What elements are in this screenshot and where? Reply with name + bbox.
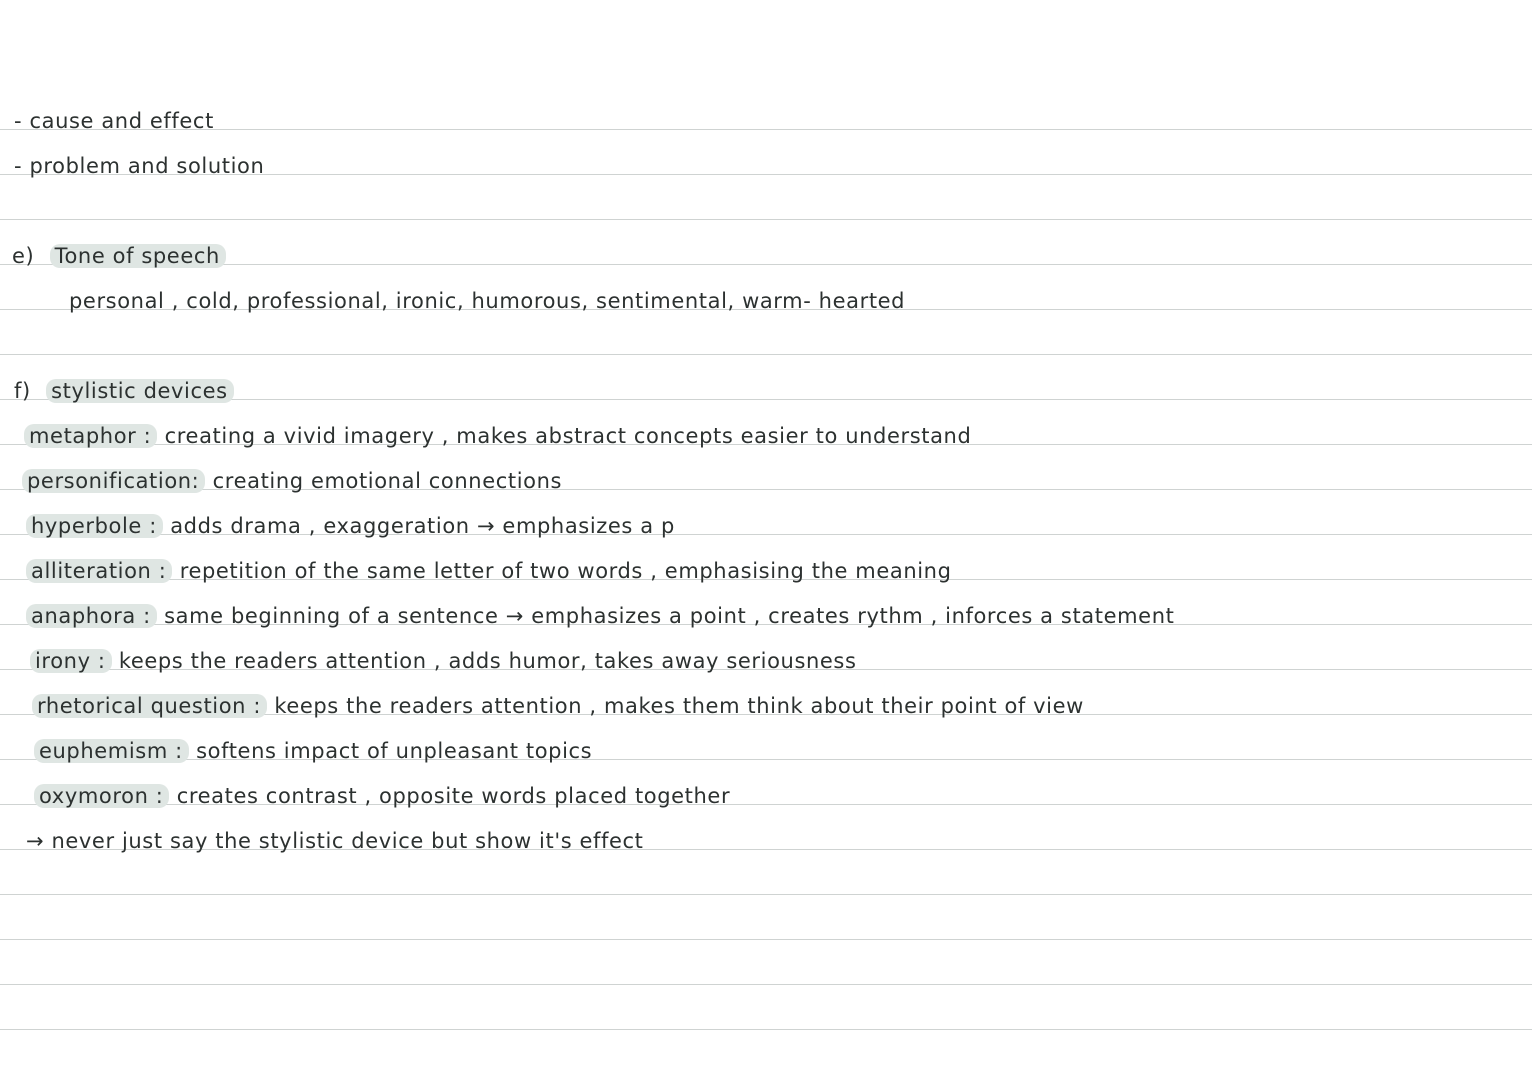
note-text: - cause and effect xyxy=(14,109,214,133)
section-label: f) xyxy=(14,379,31,403)
device-row-rhetorical-question xyxy=(32,691,1084,721)
device-row-metaphor xyxy=(24,421,971,451)
device-term: anaphora : xyxy=(26,604,157,628)
device-term: rhetorical question : xyxy=(32,694,267,718)
device-row-anaphora xyxy=(26,601,1174,631)
section-heading-f xyxy=(14,376,234,406)
note-text: personal , cold, professional, ironic, humorous, sentimental, warm- hearted xyxy=(69,289,906,313)
note-line-problem-solution xyxy=(14,151,264,181)
device-description: same beginning of a sentence → emphasizes a point , creates rythm , inforces a statement xyxy=(164,604,1175,628)
ruled-line xyxy=(0,984,1532,985)
device-description: softens impact of unpleasant topics xyxy=(196,739,593,763)
note-line-cause-effect xyxy=(14,106,214,136)
ruled-line xyxy=(0,1029,1532,1030)
ruled-line xyxy=(0,129,1532,130)
device-description: creating emotional connections xyxy=(212,469,563,493)
device-term: euphemism : xyxy=(34,739,189,763)
device-row-hyperbole xyxy=(26,511,675,541)
device-term: alliteration : xyxy=(26,559,172,583)
device-row-alliteration xyxy=(26,556,952,586)
ruled-line xyxy=(0,264,1532,265)
section-heading-text: stylistic devices xyxy=(46,379,234,403)
note-text: → never just say the stylistic device but show it's effect xyxy=(26,829,644,853)
device-term: personification: xyxy=(22,469,205,493)
device-description: adds drama , exaggeration → emphasizes a p xyxy=(170,514,675,538)
device-term: irony : xyxy=(30,649,112,673)
device-description: keeps the readers attention , adds humor, takes away seriousness xyxy=(118,649,857,673)
device-term: oxymoron : xyxy=(34,784,169,808)
section-heading-e xyxy=(12,241,226,271)
note-line-tone-list xyxy=(69,286,905,316)
ruled-line xyxy=(0,354,1532,355)
section-label: e) xyxy=(12,244,35,268)
device-term: hyperbole : xyxy=(26,514,163,538)
device-row-personification xyxy=(22,466,562,496)
ruled-line xyxy=(0,219,1532,220)
section-heading-text: Tone of speech xyxy=(50,244,226,268)
ruled-line xyxy=(0,939,1532,940)
note-line-tip xyxy=(26,826,644,856)
device-description: repetition of the same letter of two words , emphasising the meaning xyxy=(179,559,952,583)
device-row-oxymoron xyxy=(34,781,730,811)
device-description: creating a vivid imagery , makes abstract concepts easier to understand xyxy=(164,424,972,448)
device-description: keeps the readers attention , makes them think about their point of view xyxy=(274,694,1084,718)
note-text: - problem and solution xyxy=(14,154,265,178)
device-row-irony xyxy=(30,646,857,676)
ruled-line xyxy=(0,894,1532,895)
device-row-euphemism xyxy=(34,736,592,766)
device-term: metaphor : xyxy=(24,424,157,448)
device-description: creates contrast , opposite words placed together xyxy=(176,784,731,808)
